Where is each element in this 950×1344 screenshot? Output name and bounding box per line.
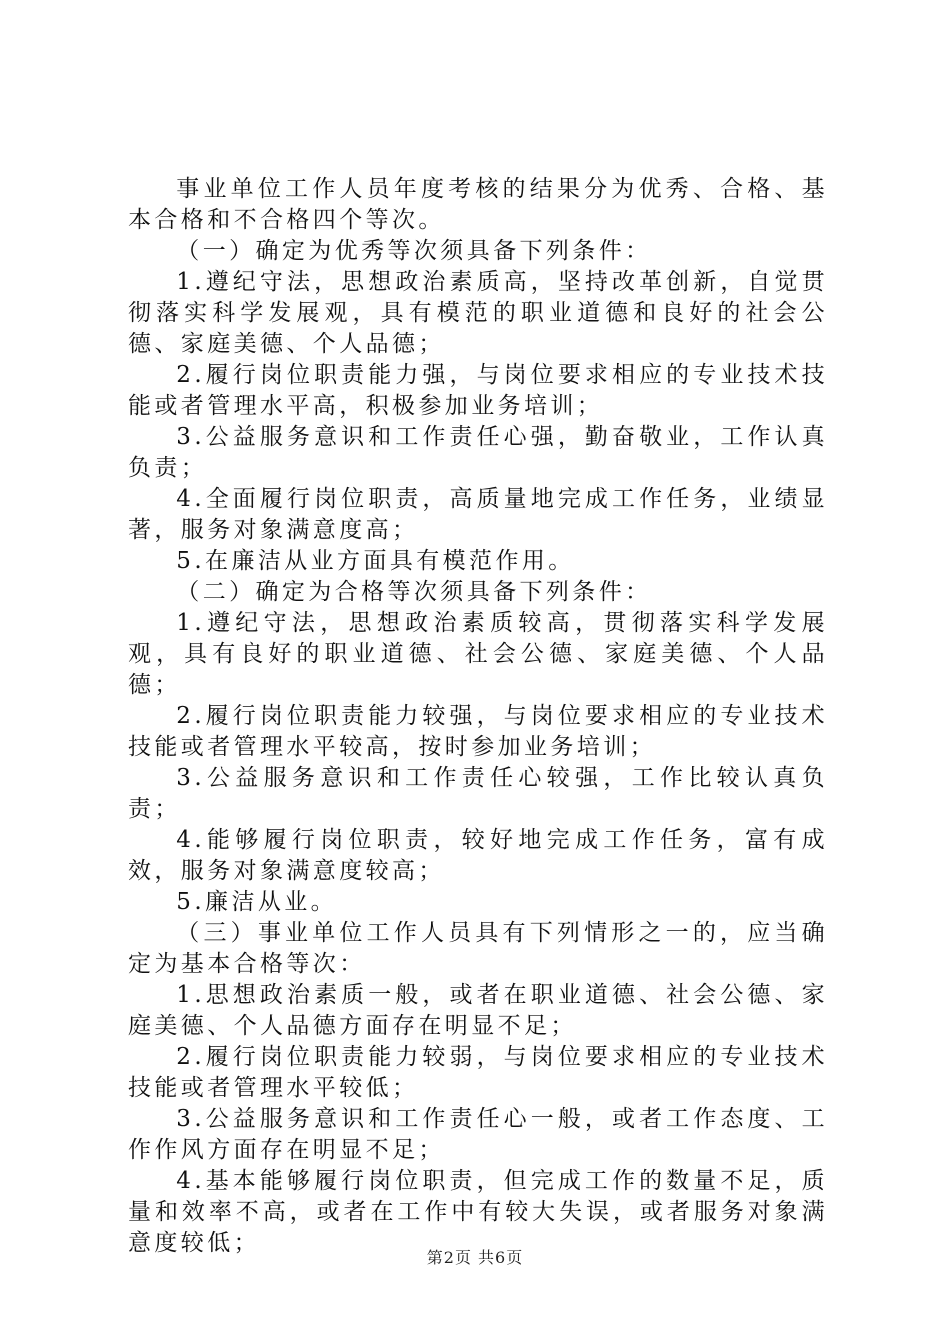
list-item: 3.公益服务意识和工作责任心强，勤奋敬业，工作认真负责；	[128, 424, 828, 481]
section-heading-qualified: （二）确定为合格等次须具备下列条件：	[176, 579, 652, 605]
list-item: 5.在廉洁从业方面具有模范作用。	[176, 548, 575, 574]
list-item: 1.遵纪守法，思想政治素质高，坚持改革创新，自觉贯彻落实科学发展观，具有模范的职业道德和良好的社会公德、家庭美德、个人品德；	[128, 269, 828, 357]
list-item: 4.基本能够履行岗位职责，但完成工作的数量不足，质量和效率不高，或者在工作中有较大失误，或者服务对象满意度较低；	[128, 1168, 828, 1256]
page-number-footer: 第2页 共6页	[426, 1248, 524, 1267]
list-item: 3.公益服务意识和工作责任心较强，工作比较认真负责；	[128, 765, 828, 822]
list-item: 2.履行岗位职责能力较弱，与岗位要求相应的专业技术技能或者管理水平较低；	[128, 1044, 828, 1101]
list-item: 4.全面履行岗位职责，高质量地完成工作任务，业绩显著，服务对象满意度高；	[128, 486, 828, 543]
list-item: 1.思想政治素质一般，或者在职业道德、社会公德、家庭美德、个人品德方面存在明显不足；	[128, 982, 828, 1039]
section-heading-excellent: （一）确定为优秀等次须具备下列条件：	[176, 238, 652, 264]
document-body	[128, 174, 828, 1259]
paragraph-intro: 事业单位工作人员年度考核的结果分为优秀、合格、基本合格和不合格四个等次。	[128, 176, 828, 233]
section-heading-basic-qualified: （三）事业单位工作人员具有下列情形之一的，应当确定为基本合格等次：	[128, 920, 828, 977]
list-item: 2.履行岗位职责能力较强，与岗位要求相应的专业技术技能或者管理水平较高，按时参加业务培训；	[128, 703, 828, 760]
list-item: 2.履行岗位职责能力强，与岗位要求相应的专业技术技能或者管理水平高，积极参加业务培训；	[128, 362, 828, 419]
list-item: 3.公益服务意识和工作责任心一般，或者工作态度、工作作风方面存在明显不足；	[128, 1106, 828, 1163]
list-item: 4.能够履行岗位职责，较好地完成工作任务，富有成效，服务对象满意度较高；	[128, 827, 828, 884]
list-item: 5.廉洁从业。	[176, 889, 338, 915]
list-item: 1.遵纪守法，思想政治素质较高，贯彻落实科学发展观，具有良好的职业道德、社会公德、家庭美德、个人品德；	[128, 610, 828, 698]
